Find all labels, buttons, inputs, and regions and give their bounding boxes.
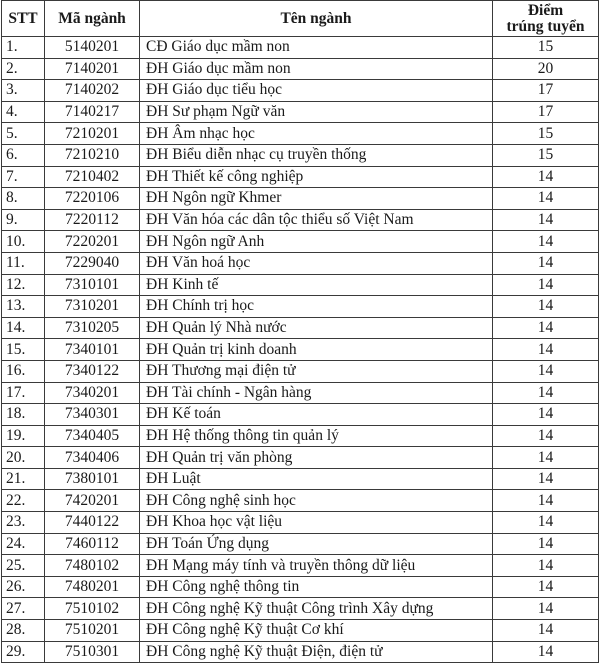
cell-ma-nganh: 7510102 <box>45 598 140 620</box>
cell-ma-nganh: 7310205 <box>45 317 140 339</box>
cell-ma-nganh: 7310101 <box>45 274 140 296</box>
cell-diem: 14 <box>493 512 599 534</box>
cell-ma-nganh: 7340101 <box>45 339 140 361</box>
table-row <box>2 490 599 512</box>
cell-ma-nganh: 7480201 <box>45 576 140 598</box>
cell-stt: 7. <box>2 166 45 188</box>
header-diem-trung-tuyen <box>493 1 599 37</box>
cell-stt: 27. <box>2 598 45 620</box>
cell-stt: 6. <box>2 144 45 166</box>
table-row <box>2 252 599 274</box>
cell-diem: 14 <box>493 598 599 620</box>
cell-diem: 14 <box>493 404 599 426</box>
cell-stt: 21. <box>2 468 45 490</box>
cell-stt: 28. <box>2 620 45 642</box>
cell-stt: 20. <box>2 447 45 469</box>
cell-stt: 16. <box>2 360 45 382</box>
cell-ten-nganh: ĐH Công nghệ thông tin <box>140 576 493 598</box>
cell-ma-nganh: 7460112 <box>45 533 140 555</box>
cell-diem: 14 <box>493 555 599 577</box>
cell-diem: 14 <box>493 188 599 210</box>
cell-ten-nganh: ĐH Quản trị kinh doanh <box>140 339 493 361</box>
table-row <box>2 231 599 253</box>
cell-stt: 10. <box>2 231 45 253</box>
cell-ten-nganh: ĐH Quản lý Nhà nước <box>140 317 493 339</box>
table-row <box>2 339 599 361</box>
cell-stt: 13. <box>2 296 45 318</box>
table-row <box>2 317 599 339</box>
cell-ma-nganh: 7210402 <box>45 166 140 188</box>
cell-ten-nganh: ĐH Thiết kế công nghiệp <box>140 166 493 188</box>
cell-ten-nganh: ĐH Toán Ứng dụng <box>140 533 493 555</box>
cell-ten-nganh: ĐH Biểu diễn nhạc cụ truyền thống <box>140 144 493 166</box>
cell-diem: 15 <box>493 123 599 145</box>
table-row <box>2 533 599 555</box>
cell-stt: 4. <box>2 101 45 123</box>
cell-ten-nganh: ĐH Công nghệ Kỹ thuật Công trình Xây dựng <box>140 598 493 620</box>
table-row <box>2 598 599 620</box>
cell-ma-nganh: 7140217 <box>45 101 140 123</box>
header-ten-nganh: Tên ngành <box>140 1 493 37</box>
table-row <box>2 641 599 663</box>
table-row <box>2 274 599 296</box>
cell-ma-nganh: 7510201 <box>45 620 140 642</box>
cell-ten-nganh: ĐH Quản trị văn phòng <box>140 447 493 469</box>
cell-ma-nganh: 7220106 <box>45 188 140 210</box>
cell-diem: 14 <box>493 360 599 382</box>
cell-stt: 14. <box>2 317 45 339</box>
cell-diem: 14 <box>493 447 599 469</box>
cell-ten-nganh: ĐH Hệ thống thông tin quản lý <box>140 425 493 447</box>
cell-stt: 2. <box>2 58 45 80</box>
table-row <box>2 360 599 382</box>
table-row <box>2 37 599 59</box>
cell-ten-nganh: ĐH Giáo dục tiểu học <box>140 80 493 102</box>
header-stt: STT <box>2 1 45 37</box>
admission-scores-table <box>1 0 599 663</box>
cell-diem: 14 <box>493 209 599 231</box>
table-row <box>2 620 599 642</box>
cell-stt: 5. <box>2 123 45 145</box>
cell-ma-nganh: 7340122 <box>45 360 140 382</box>
cell-ten-nganh: ĐH Chính trị học <box>140 296 493 318</box>
cell-ma-nganh: 7440122 <box>45 512 140 534</box>
cell-diem: 20 <box>493 58 599 80</box>
cell-ma-nganh: 7340201 <box>45 382 140 404</box>
cell-ten-nganh: ĐH Sư phạm Ngữ văn <box>140 101 493 123</box>
cell-ten-nganh: ĐH Giáo dục mầm non <box>140 58 493 80</box>
cell-ma-nganh: 7340406 <box>45 447 140 469</box>
cell-diem: 14 <box>493 166 599 188</box>
table-row <box>2 382 599 404</box>
cell-stt: 24. <box>2 533 45 555</box>
table-header <box>2 1 599 37</box>
cell-stt: 11. <box>2 252 45 274</box>
table-row <box>2 209 599 231</box>
cell-ma-nganh: 7380101 <box>45 468 140 490</box>
cell-stt: 1. <box>2 37 45 59</box>
cell-ten-nganh: ĐH Khoa học vật liệu <box>140 512 493 534</box>
cell-ma-nganh: 7310201 <box>45 296 140 318</box>
cell-stt: 22. <box>2 490 45 512</box>
cell-ma-nganh: 7210201 <box>45 123 140 145</box>
table-row <box>2 468 599 490</box>
cell-diem: 14 <box>493 533 599 555</box>
table-row <box>2 80 599 102</box>
cell-diem: 14 <box>493 339 599 361</box>
cell-diem: 14 <box>493 425 599 447</box>
cell-ten-nganh: ĐH Mạng máy tính và truyền thông dữ liệu <box>140 555 493 577</box>
cell-ten-nganh: ĐH Văn hóa các dân tộc thiểu số Việt Nam <box>140 209 493 231</box>
cell-stt: 26. <box>2 576 45 598</box>
cell-stt: 19. <box>2 425 45 447</box>
cell-ten-nganh: ĐH Luật <box>140 468 493 490</box>
cell-ten-nganh: ĐH Công nghệ Kỹ thuật Cơ khí <box>140 620 493 642</box>
cell-diem: 14 <box>493 317 599 339</box>
cell-ma-nganh: 7220112 <box>45 209 140 231</box>
cell-ma-nganh: 7340301 <box>45 404 140 426</box>
cell-ten-nganh: ĐH Kế toán <box>140 404 493 426</box>
cell-stt: 23. <box>2 512 45 534</box>
cell-stt: 12. <box>2 274 45 296</box>
table-row <box>2 144 599 166</box>
table-row <box>2 58 599 80</box>
header-row <box>2 1 599 37</box>
cell-stt: 9. <box>2 209 45 231</box>
table-row <box>2 425 599 447</box>
cell-stt: 3. <box>2 80 45 102</box>
cell-diem: 14 <box>493 296 599 318</box>
cell-stt: 15. <box>2 339 45 361</box>
cell-ma-nganh: 7140201 <box>45 58 140 80</box>
table-row <box>2 166 599 188</box>
cell-ma-nganh: 7210210 <box>45 144 140 166</box>
cell-stt: 29. <box>2 641 45 663</box>
cell-ten-nganh: ĐH Công nghệ sinh học <box>140 490 493 512</box>
table-row <box>2 555 599 577</box>
cell-diem: 15 <box>493 37 599 59</box>
cell-ten-nganh: CĐ Giáo dục mầm non <box>140 37 493 59</box>
cell-stt: 25. <box>2 555 45 577</box>
cell-diem: 14 <box>493 490 599 512</box>
cell-diem: 14 <box>493 620 599 642</box>
cell-ma-nganh: 5140201 <box>45 37 140 59</box>
table-row <box>2 188 599 210</box>
header-diem-line2: trúng tuyển <box>506 17 585 35</box>
cell-diem: 17 <box>493 80 599 102</box>
cell-ma-nganh: 7220201 <box>45 231 140 253</box>
cell-stt: 8. <box>2 188 45 210</box>
cell-diem: 17 <box>493 101 599 123</box>
cell-ma-nganh: 7420201 <box>45 490 140 512</box>
cell-ma-nganh: 7480102 <box>45 555 140 577</box>
cell-ma-nganh: 7229040 <box>45 252 140 274</box>
cell-ten-nganh: ĐH Thương mại điện tử <box>140 360 493 382</box>
header-diem-line1: Điểm <box>527 1 564 19</box>
table-row <box>2 123 599 145</box>
cell-diem: 14 <box>493 468 599 490</box>
cell-diem: 14 <box>493 231 599 253</box>
cell-diem: 14 <box>493 252 599 274</box>
cell-ma-nganh: 7140202 <box>45 80 140 102</box>
cell-diem: 14 <box>493 274 599 296</box>
cell-ten-nganh: ĐH Tài chính - Ngân hàng <box>140 382 493 404</box>
cell-ten-nganh: ĐH Công nghệ Kỹ thuật Điện, điện tử <box>140 641 493 663</box>
table-row <box>2 101 599 123</box>
cell-ma-nganh: 7510301 <box>45 641 140 663</box>
cell-stt: 17. <box>2 382 45 404</box>
cell-diem: 14 <box>493 641 599 663</box>
cell-ma-nganh: 7340405 <box>45 425 140 447</box>
table-row <box>2 512 599 534</box>
cell-ten-nganh: ĐH Ngôn ngữ Khmer <box>140 188 493 210</box>
cell-ten-nganh: ĐH Kinh tế <box>140 274 493 296</box>
cell-ten-nganh: ĐH Văn hoá học <box>140 252 493 274</box>
cell-diem: 14 <box>493 576 599 598</box>
table-body <box>2 37 599 663</box>
cell-stt: 18. <box>2 404 45 426</box>
cell-ten-nganh: ĐH Ngôn ngữ Anh <box>140 231 493 253</box>
table-row <box>2 296 599 318</box>
table-row <box>2 576 599 598</box>
cell-ten-nganh: ĐH Âm nhạc học <box>140 123 493 145</box>
header-ma-nganh: Mã ngành <box>45 1 140 37</box>
table-row <box>2 404 599 426</box>
cell-diem: 14 <box>493 382 599 404</box>
cell-diem: 15 <box>493 144 599 166</box>
table-row <box>2 447 599 469</box>
